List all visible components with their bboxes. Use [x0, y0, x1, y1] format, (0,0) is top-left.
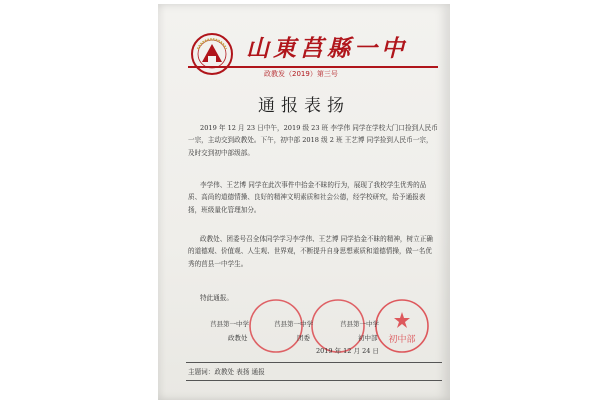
- stamp-star-icon: [394, 312, 410, 328]
- footer-rule-top: [186, 362, 442, 363]
- document-title: 通报表扬: [258, 96, 350, 116]
- subject-keywords: 主题词：政教处 表扬 通报: [188, 368, 265, 376]
- document-number: 政教发（2019）第三号: [264, 70, 338, 78]
- body-paragraph-3: 政教处、团委号召全体同学学习李学伟、王艺博 同学拾金不昧的精神，树立正确的道德观、价值观、人生观、世界观，不断提升自身思想素质和道德情操，做一名优秀的莒县一中学生。: [188, 235, 433, 268]
- school-name-heading: 山東莒縣一中: [246, 35, 408, 62]
- signer-3-org: 莒县第一中学: [340, 320, 379, 328]
- signer-1-dept: 政教处: [228, 334, 248, 342]
- closing-line: 特此通报。: [200, 294, 233, 302]
- signer-1-org: 莒县第一中学: [210, 320, 249, 328]
- school-logo-icon: [190, 32, 234, 76]
- body-paragraph-1: 2019 年 12 月 23 日中午，2019 级 23 班 李学伟 同学在学校大门口捡到人民币一宗，主动交到政教处。下午，初中部 2018 级 2 班 王艺博 同学捡到人民币一宗，及时交到初中部级部。: [188, 124, 438, 157]
- signer-3-dept: 初中部: [358, 334, 378, 342]
- header-red-rule: [188, 66, 438, 68]
- signer-2-dept: 团委: [297, 334, 310, 342]
- stamp-text: 初中部: [388, 335, 416, 345]
- signer-2-org: 莒县第一中学: [274, 320, 313, 328]
- footer-rule-bottom: [186, 380, 442, 381]
- body-paragraph-2: 李学伟、王艺博 同学在此次事件中拾金不昧的行为，展现了我校学生优秀的品质、高尚的道德情操、良好的精神文明素质和社会公德，经学校研究，给予通报表扬，班级量化管理加分。: [188, 181, 427, 214]
- issue-date: 2019 年 12 月 24 日: [316, 347, 379, 355]
